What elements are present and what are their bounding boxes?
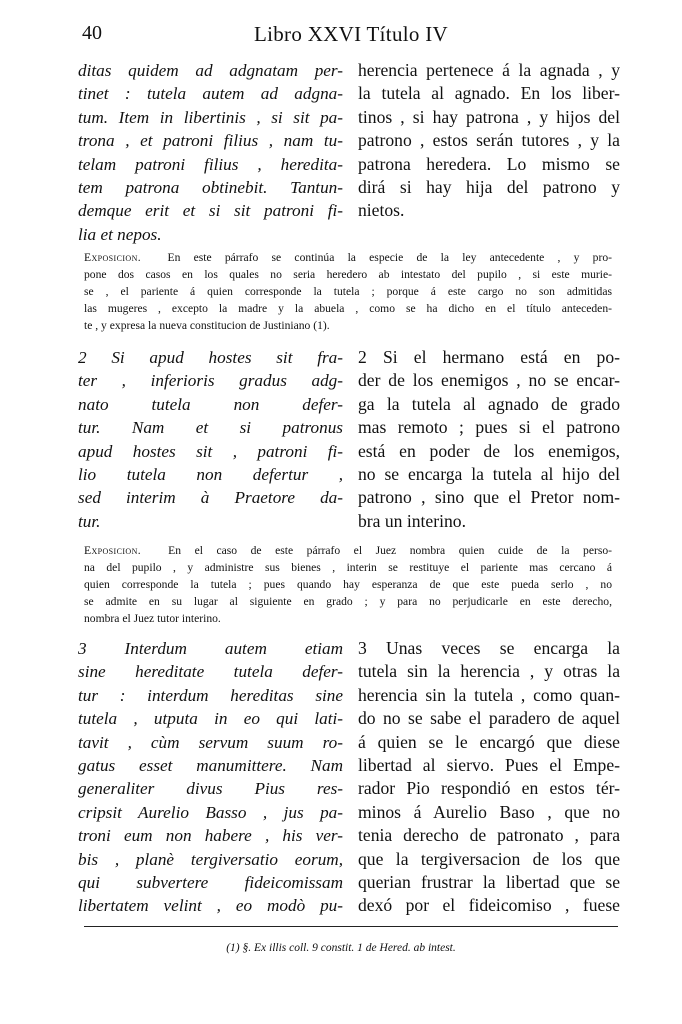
exposition-line: na del pupilo , y administre sus bienes , interin se restituye el pariente mas cercano á [84,561,612,574]
exposition-line: Exposicion. En el caso de este párrafo el Juez nombra quien cuide de la perso- [84,544,613,557]
spanish-line: do no se sabe el paradero de aquel [358,708,620,729]
latin-line: generaliter divus Pius res- [78,779,343,799]
spanish-line: bra un interino. [358,510,466,531]
latin-line: sed interim à Praetore da- [78,488,343,508]
latin-line: telam patroni filius , heredita- [78,154,343,174]
latin-line: tur : interdum hereditas sine [78,685,343,705]
latin-line: ter , inferioris gradus adg- [78,371,343,391]
latin-line: qui subvertere fideicomissam [78,872,343,892]
spanish-column [358,637,620,918]
latin-line: tem patrona obtinebit. Tantun- [78,177,343,197]
exposition-label: Exposicion. [84,251,142,264]
spanish-line: patrono , sino que el Pretor nom- [358,487,620,508]
spanish-line: patrono , estos serán tutores , y la [358,130,620,151]
spanish-line: está en poder de los enemigos, [358,440,620,461]
footnote-rule [84,926,618,927]
latin-line: apud hostes sit , patroni fi- [78,441,343,461]
exposition-label: Exposicion. [84,544,142,557]
latin-line: demque erit et si sit patroni fi- [78,201,343,221]
latin-line: 3 Interdum autem etiam [78,639,343,658]
latin-line: tavit , cùm servum suum ro- [78,732,343,752]
latin-line: bis , planè tergiversatio eorum, [78,849,343,869]
spanish-line: mas remoto ; pues si el patrono [358,417,620,438]
spanish-line: herencia pertenece á la agnada , y [358,60,620,80]
spanish-line: herencia sin la tutela , como quan- [358,684,620,705]
footnote: (1) §. Ex illis coll. 9 constit. 1 de Hered. ab intest. [226,942,456,954]
latin-line: lia et nepos. [78,224,162,244]
exposition-line: te , y expresa la nueva constitucion de Justiniano (1). [84,319,330,332]
exposition-line: se admite en su lugar al siguiente en grado ; y para no perjudicarle en este derecho, [84,595,612,608]
spanish-line: á quien se le encargó que diese [358,731,620,752]
exposition-line: las mugeres , excepto la madre y la abuela , como se ha dicho en el título anteceden- [84,302,612,315]
latin-column [78,637,343,918]
exposition-line: se , el pariente á quien corresponde la tutela ; porque á este cargo no son admitidas [84,285,612,298]
latin-line: tinet : tutela autem ad adgna- [78,84,343,104]
latin-line: gatus esset manumittere. Nam [78,755,343,775]
latin-line: troni eum non habere , his ver- [78,826,343,846]
spanish-column [358,346,620,533]
latin-line: tur. [78,511,101,531]
spanish-column [358,59,620,223]
latin-column [78,346,343,533]
spanish-line: tenia derecho de patronato , para [358,825,620,846]
exposition-line: quien corresponde la tutela ; pues quando hay esperanza de que este pueda serlo , no [84,578,612,591]
running-title: Libro XXVI Título IV [253,22,448,46]
spanish-line: que la tergiversacion de los que [358,848,620,869]
spanish-line: 3 Unas veces se encarga la [358,638,620,658]
latin-line: cripsit Aurelio Basso , jus pa- [78,802,343,822]
latin-column [78,59,343,246]
spanish-line: rador Pio respondió en estos tér- [358,778,620,799]
latin-line: nato tutela non defer- [78,394,343,414]
spanish-line: libertad al siervo. Pues el Empe- [358,754,620,775]
exposition-line: pone dos casos en los quales no seria heredero ab intestato del pupilo , si este murie- [84,268,612,281]
spanish-line: dirá si hay hija del patrono y [358,176,620,197]
spanish-line: tutela sin la herencia , y otras la [358,661,620,682]
latin-line: 2 Si apud hostes sit fra- [78,348,343,367]
latin-line: libertatem velint , eo modò pu- [78,896,343,916]
latin-line: trona , et patroni filius , nam tu- [78,131,343,151]
latin-line: lio tutela non defertur , [78,464,343,484]
spanish-line: der de los enemigos , no se encar- [358,370,620,391]
exposition-1 [84,249,612,334]
latin-line: tum. Item in libertinis , si sit pa- [78,107,343,127]
latin-line: ditas quidem ad adgnatam per- [78,61,343,80]
page-header [82,22,620,56]
spanish-line: dexó por el fideicomiso , fuese [358,895,620,916]
exposition-2 [84,542,612,627]
spanish-line: minos á Aurelio Baso , que no [358,801,620,822]
spanish-line: nietos. [358,200,405,221]
spanish-line: no se encarga la tutela al hijo del [358,463,620,484]
exposition-line: Exposicion. En este párrafo se continúa la especie de la ley antecedente , y pro- [84,251,613,264]
spanish-line: patrona heredera. Lo mismo se [358,153,620,174]
latin-line: tutela , utputa in eo qui lati- [78,709,343,729]
latin-line: sine hereditate tutela defer- [78,662,343,682]
spanish-line: ga la tutela al agnado de grado [358,393,620,414]
spanish-line: 2 Si el hermano está en po- [358,347,620,367]
spanish-line: la tutela al agnado. En los liber- [358,83,620,104]
page-number: 40 [82,22,102,44]
latin-line: tur. Nam et si patronus [78,418,343,438]
spanish-line: querian frustrar la libertad que se [358,871,620,892]
spanish-line: tinos , si hay patrona , y hijos del [358,106,620,127]
exposition-line: nombra el Juez tutor interino. [84,612,221,625]
